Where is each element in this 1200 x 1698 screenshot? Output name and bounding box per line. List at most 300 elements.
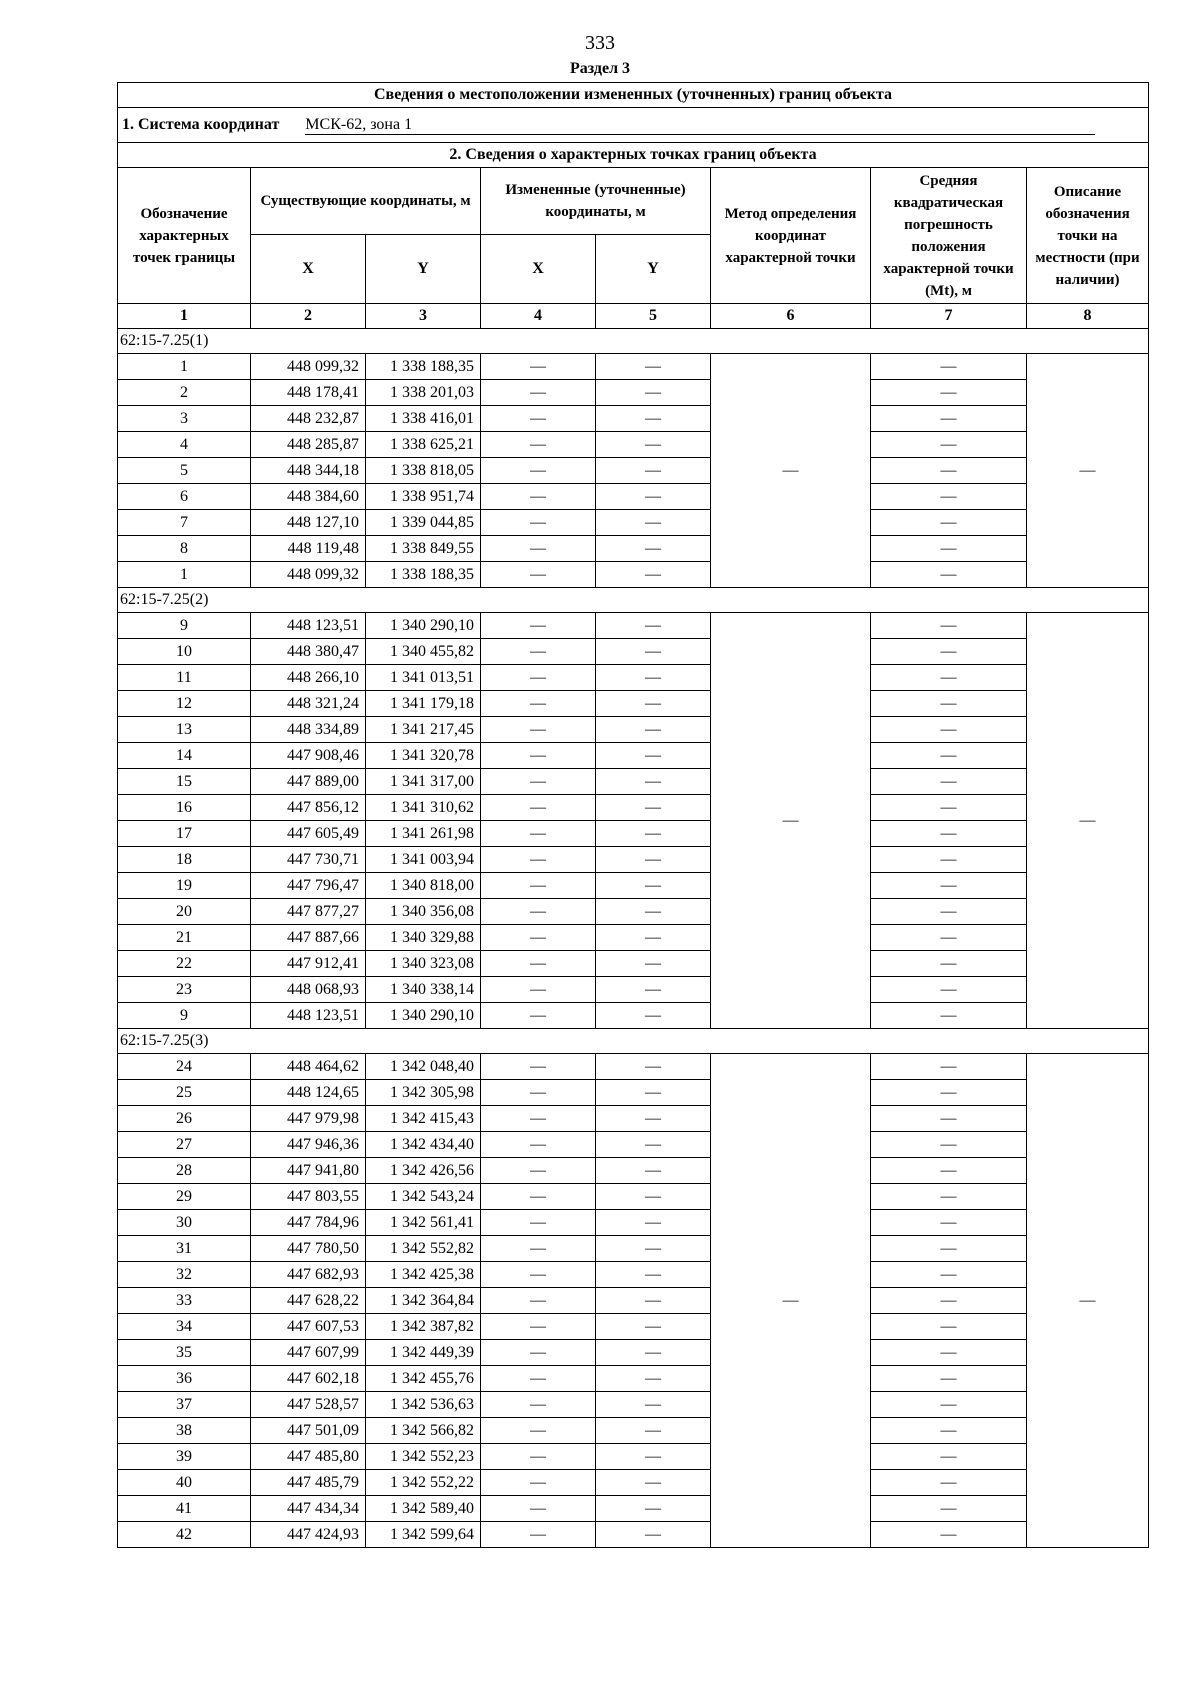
changed-y: — <box>596 1366 711 1392</box>
changed-x: — <box>481 899 596 925</box>
existing-x: 447 803,55 <box>251 1184 366 1210</box>
table-row <box>118 380 1149 406</box>
existing-y: 1 342 449,39 <box>366 1340 481 1366</box>
header-error: Средняя квадратическая погрешность положения характерной точки (Mt), м <box>871 168 1027 304</box>
changed-y: — <box>596 1418 711 1444</box>
point-number: 19 <box>118 873 251 899</box>
point-number: 10 <box>118 639 251 665</box>
changed-x: — <box>481 1340 596 1366</box>
section-title: Раздел 3 <box>569 60 631 77</box>
changed-y: — <box>596 432 711 458</box>
existing-y: 1 342 425,38 <box>366 1262 481 1288</box>
changed-x: — <box>481 1496 596 1522</box>
existing-y: 1 338 201,03 <box>366 380 481 406</box>
table-row <box>118 1288 1149 1314</box>
existing-y: 1 342 455,76 <box>366 1366 481 1392</box>
point-number: 26 <box>118 1106 251 1132</box>
existing-x: 447 682,93 <box>251 1262 366 1288</box>
existing-x: 448 266,10 <box>251 665 366 691</box>
mt-error: — <box>871 1080 1027 1106</box>
changed-x: — <box>481 1470 596 1496</box>
changed-y: — <box>596 1184 711 1210</box>
existing-y: 1 339 044,85 <box>366 510 481 536</box>
header-existing-y: Y <box>366 235 481 304</box>
mt-error: — <box>871 1366 1027 1392</box>
description-merged: — <box>1027 354 1149 588</box>
group-row <box>118 329 1149 354</box>
group-row <box>118 588 1149 613</box>
table-row <box>118 665 1149 691</box>
point-number: 22 <box>118 951 251 977</box>
points-title: 2. Сведения о характерных точках границ объекта <box>118 143 1149 168</box>
mt-error: — <box>871 847 1027 873</box>
changed-x: — <box>481 613 596 639</box>
existing-y: 1 341 261,98 <box>366 821 481 847</box>
existing-x: 447 628,22 <box>251 1288 366 1314</box>
header-changed-y: Y <box>596 235 711 304</box>
existing-y: 1 338 625,21 <box>366 432 481 458</box>
table-row <box>118 1496 1149 1522</box>
table-row <box>118 1366 1149 1392</box>
point-number: 14 <box>118 743 251 769</box>
existing-x: 448 099,32 <box>251 354 366 380</box>
changed-x: — <box>481 821 596 847</box>
changed-x: — <box>481 536 596 562</box>
mt-error: — <box>871 925 1027 951</box>
changed-x: — <box>481 1288 596 1314</box>
mt-error: — <box>871 1054 1027 1080</box>
table-row <box>118 743 1149 769</box>
existing-y: 1 342 552,82 <box>366 1236 481 1262</box>
mt-error: — <box>871 1003 1027 1029</box>
existing-x: 448 285,87 <box>251 432 366 458</box>
existing-x: 447 485,79 <box>251 1470 366 1496</box>
table-row <box>118 925 1149 951</box>
column-number-3: 3 <box>366 304 481 329</box>
group-name: 62:15-7.25(3) <box>118 1029 1149 1054</box>
changed-y: — <box>596 1003 711 1029</box>
existing-x: 447 979,98 <box>251 1106 366 1132</box>
table-row <box>118 873 1149 899</box>
table-row <box>118 1522 1149 1548</box>
changed-y: — <box>596 977 711 1003</box>
point-number: 16 <box>118 795 251 821</box>
table-row <box>118 1106 1149 1132</box>
point-number: 11 <box>118 665 251 691</box>
existing-y: 1 338 818,05 <box>366 458 481 484</box>
point-number: 18 <box>118 847 251 873</box>
mt-error: — <box>871 432 1027 458</box>
mt-error: — <box>871 562 1027 588</box>
existing-x: 447 912,41 <box>251 951 366 977</box>
existing-y: 1 341 013,51 <box>366 665 481 691</box>
existing-x: 448 123,51 <box>251 613 366 639</box>
point-number: 42 <box>118 1522 251 1548</box>
changed-y: — <box>596 925 711 951</box>
table-row <box>118 1236 1149 1262</box>
changed-x: — <box>481 1444 596 1470</box>
point-number: 24 <box>118 1054 251 1080</box>
existing-y: 1 338 416,01 <box>366 406 481 432</box>
existing-x: 448 334,89 <box>251 717 366 743</box>
changed-x: — <box>481 1132 596 1158</box>
changed-y: — <box>596 458 711 484</box>
column-number-2: 2 <box>251 304 366 329</box>
point-number: 40 <box>118 1470 251 1496</box>
coordinate-system-label: 1. Система координат <box>122 115 280 133</box>
mt-error: — <box>871 458 1027 484</box>
existing-y: 1 341 320,78 <box>366 743 481 769</box>
mt-error: — <box>871 1340 1027 1366</box>
point-number: 39 <box>118 1444 251 1470</box>
point-number: 33 <box>118 1288 251 1314</box>
table-row <box>118 1392 1149 1418</box>
existing-y: 1 342 048,40 <box>366 1054 481 1080</box>
changed-y: — <box>596 1470 711 1496</box>
header-changed-x: X <box>481 235 596 304</box>
table-row <box>118 639 1149 665</box>
mt-error: — <box>871 1418 1027 1444</box>
point-number: 32 <box>118 1262 251 1288</box>
mt-error: — <box>871 354 1027 380</box>
method-merged: — <box>711 354 871 588</box>
changed-y: — <box>596 1080 711 1106</box>
description-merged: — <box>1027 1054 1149 1548</box>
existing-x: 448 464,62 <box>251 1054 366 1080</box>
existing-x: 447 796,47 <box>251 873 366 899</box>
point-number: 29 <box>118 1184 251 1210</box>
existing-x: 447 605,49 <box>251 821 366 847</box>
table-row <box>118 1470 1149 1496</box>
existing-y: 1 342 364,84 <box>366 1288 481 1314</box>
existing-x: 448 344,18 <box>251 458 366 484</box>
existing-x: 447 941,80 <box>251 1158 366 1184</box>
mt-error: — <box>871 717 1027 743</box>
existing-y: 1 342 561,41 <box>366 1210 481 1236</box>
table-row <box>118 510 1149 536</box>
mt-error: — <box>871 1210 1027 1236</box>
existing-x: 447 602,18 <box>251 1366 366 1392</box>
existing-y: 1 342 589,40 <box>366 1496 481 1522</box>
existing-x: 448 232,87 <box>251 406 366 432</box>
table-row <box>118 1444 1149 1470</box>
point-number: 4 <box>118 432 251 458</box>
point-number: 31 <box>118 1236 251 1262</box>
mt-error: — <box>871 1132 1027 1158</box>
existing-y: 1 340 329,88 <box>366 925 481 951</box>
changed-x: — <box>481 1392 596 1418</box>
column-number-5: 5 <box>596 304 711 329</box>
point-number: 5 <box>118 458 251 484</box>
changed-y: — <box>596 847 711 873</box>
changed-x: — <box>481 639 596 665</box>
changed-x: — <box>481 977 596 1003</box>
changed-x: — <box>481 1054 596 1080</box>
mt-error: — <box>871 795 1027 821</box>
existing-x: 448 123,51 <box>251 1003 366 1029</box>
header-method: Метод определения координат характерной точки <box>711 168 871 304</box>
changed-y: — <box>596 1262 711 1288</box>
mt-error: — <box>871 380 1027 406</box>
table-row <box>118 1210 1149 1236</box>
existing-y: 1 342 543,24 <box>366 1184 481 1210</box>
existing-y: 1 338 849,55 <box>366 536 481 562</box>
existing-y: 1 341 179,18 <box>366 691 481 717</box>
table-row <box>118 691 1149 717</box>
existing-y: 1 342 434,40 <box>366 1132 481 1158</box>
mt-error: — <box>871 1158 1027 1184</box>
changed-x: — <box>481 1080 596 1106</box>
table-row <box>118 821 1149 847</box>
changed-y: — <box>596 1314 711 1340</box>
changed-y: — <box>596 380 711 406</box>
existing-x: 448 384,60 <box>251 484 366 510</box>
point-number: 36 <box>118 1366 251 1392</box>
point-number: 37 <box>118 1392 251 1418</box>
changed-x: — <box>481 432 596 458</box>
table-row <box>118 484 1149 510</box>
table-row <box>118 769 1149 795</box>
changed-x: — <box>481 510 596 536</box>
coordinate-system-row <box>118 108 1149 143</box>
existing-x: 447 730,71 <box>251 847 366 873</box>
mt-error: — <box>871 1444 1027 1470</box>
point-number: 30 <box>118 1210 251 1236</box>
mt-error: — <box>871 1496 1027 1522</box>
changed-y: — <box>596 717 711 743</box>
existing-x: 447 424,93 <box>251 1522 366 1548</box>
changed-x: — <box>481 458 596 484</box>
existing-y: 1 342 426,56 <box>366 1158 481 1184</box>
existing-y: 1 342 566,82 <box>366 1418 481 1444</box>
table-row <box>118 1262 1149 1288</box>
point-number: 7 <box>118 510 251 536</box>
existing-x: 448 124,65 <box>251 1080 366 1106</box>
changed-y: — <box>596 821 711 847</box>
mt-error: — <box>871 769 1027 795</box>
column-number-8: 8 <box>1027 304 1149 329</box>
header-existing-x: X <box>251 235 366 304</box>
existing-y: 1 338 188,35 <box>366 562 481 588</box>
group-name: 62:15-7.25(2) <box>118 588 1149 613</box>
changed-y: — <box>596 769 711 795</box>
point-number: 25 <box>118 1080 251 1106</box>
mt-error: — <box>871 665 1027 691</box>
changed-y: — <box>596 795 711 821</box>
changed-x: — <box>481 354 596 380</box>
mt-error: — <box>871 536 1027 562</box>
changed-y: — <box>596 406 711 432</box>
existing-y: 1 342 387,82 <box>366 1314 481 1340</box>
changed-y: — <box>596 899 711 925</box>
column-number-7: 7 <box>871 304 1027 329</box>
point-number: 21 <box>118 925 251 951</box>
mt-error: — <box>871 951 1027 977</box>
column-number-6: 6 <box>711 304 871 329</box>
changed-y: — <box>596 639 711 665</box>
table-row <box>118 432 1149 458</box>
changed-y: — <box>596 562 711 588</box>
existing-x: 447 434,34 <box>251 1496 366 1522</box>
point-number: 38 <box>118 1418 251 1444</box>
table-row <box>118 1080 1149 1106</box>
column-number-1: 1 <box>118 304 251 329</box>
changed-y: — <box>596 743 711 769</box>
point-number: 34 <box>118 1314 251 1340</box>
existing-x: 448 099,32 <box>251 562 366 588</box>
existing-x: 448 068,93 <box>251 977 366 1003</box>
table-row <box>118 562 1149 588</box>
changed-y: — <box>596 1158 711 1184</box>
mt-error: — <box>871 977 1027 1003</box>
point-number: 8 <box>118 536 251 562</box>
existing-y: 1 338 188,35 <box>366 354 481 380</box>
mt-error: — <box>871 899 1027 925</box>
mt-error: — <box>871 1314 1027 1340</box>
existing-y: 1 342 305,98 <box>366 1080 481 1106</box>
table-row <box>118 1158 1149 1184</box>
existing-x: 447 887,66 <box>251 925 366 951</box>
changed-x: — <box>481 380 596 406</box>
changed-x: — <box>481 1522 596 1548</box>
point-number: 28 <box>118 1158 251 1184</box>
existing-y: 1 342 536,63 <box>366 1392 481 1418</box>
existing-x: 447 780,50 <box>251 1236 366 1262</box>
changed-y: — <box>596 1522 711 1548</box>
point-number: 6 <box>118 484 251 510</box>
point-number: 3 <box>118 406 251 432</box>
coordinate-system-value: МСК-62, зона 1 <box>305 116 1095 135</box>
header-designation: Обозначение характерных точек границы <box>118 168 251 304</box>
changed-y: — <box>596 1054 711 1080</box>
mt-error: — <box>871 1392 1027 1418</box>
header-description: Описание обозначения точки на местности (при наличии) <box>1027 168 1149 304</box>
changed-x: — <box>481 1106 596 1132</box>
point-number: 27 <box>118 1132 251 1158</box>
changed-x: — <box>481 484 596 510</box>
point-number: 41 <box>118 1496 251 1522</box>
changed-x: — <box>481 1418 596 1444</box>
changed-x: — <box>481 873 596 899</box>
existing-y: 1 340 323,08 <box>366 951 481 977</box>
mt-error: — <box>871 510 1027 536</box>
table-row <box>118 951 1149 977</box>
existing-y: 1 340 290,10 <box>366 1003 481 1029</box>
changed-x: — <box>481 795 596 821</box>
existing-y: 1 340 356,08 <box>366 899 481 925</box>
mt-error: — <box>871 406 1027 432</box>
existing-x: 447 485,80 <box>251 1444 366 1470</box>
mt-error: — <box>871 1470 1027 1496</box>
changed-y: — <box>596 1210 711 1236</box>
table-row <box>118 717 1149 743</box>
changed-y: — <box>596 1444 711 1470</box>
changed-y: — <box>596 484 711 510</box>
changed-y: — <box>596 665 711 691</box>
existing-y: 1 342 415,43 <box>366 1106 481 1132</box>
existing-x: 447 501,09 <box>251 1418 366 1444</box>
changed-y: — <box>596 1392 711 1418</box>
existing-y: 1 342 552,22 <box>366 1470 481 1496</box>
changed-x: — <box>481 743 596 769</box>
changed-x: — <box>481 1314 596 1340</box>
table-row <box>118 1132 1149 1158</box>
table-row <box>118 1003 1149 1029</box>
table-row <box>118 1314 1149 1340</box>
group-name: 62:15-7.25(1) <box>118 329 1149 354</box>
changed-x: — <box>481 847 596 873</box>
mt-error: — <box>871 1106 1027 1132</box>
existing-y: 1 341 317,00 <box>366 769 481 795</box>
changed-y: — <box>596 1132 711 1158</box>
changed-x: — <box>481 1003 596 1029</box>
existing-x: 447 946,36 <box>251 1132 366 1158</box>
existing-y: 1 342 599,64 <box>366 1522 481 1548</box>
existing-x: 447 528,57 <box>251 1392 366 1418</box>
method-merged: — <box>711 613 871 1029</box>
table-row <box>118 847 1149 873</box>
existing-y: 1 341 310,62 <box>366 795 481 821</box>
changed-x: — <box>481 1158 596 1184</box>
changed-x: — <box>481 951 596 977</box>
changed-y: — <box>596 613 711 639</box>
column-number-4: 4 <box>481 304 596 329</box>
boundary-points-table <box>117 82 1149 1548</box>
changed-y: — <box>596 1106 711 1132</box>
existing-x: 447 784,96 <box>251 1210 366 1236</box>
point-number: 1 <box>118 354 251 380</box>
changed-y: — <box>596 1496 711 1522</box>
existing-x: 447 889,00 <box>251 769 366 795</box>
changed-y: — <box>596 354 711 380</box>
changed-x: — <box>481 406 596 432</box>
changed-x: — <box>481 769 596 795</box>
mt-error: — <box>871 1184 1027 1210</box>
table-title: Сведения о местоположении измененных (уточненных) границ объекта <box>118 83 1149 108</box>
point-number: 17 <box>118 821 251 847</box>
existing-x: 447 607,53 <box>251 1314 366 1340</box>
existing-x: 448 119,48 <box>251 536 366 562</box>
existing-y: 1 340 338,14 <box>366 977 481 1003</box>
header-changed-coords: Измененные (уточненные) координаты, м <box>481 168 711 235</box>
table-row <box>118 1340 1149 1366</box>
changed-x: — <box>481 925 596 951</box>
mt-error: — <box>871 613 1027 639</box>
changed-x: — <box>481 1366 596 1392</box>
header-existing-coords: Существующие координаты, м <box>251 168 481 235</box>
point-number: 15 <box>118 769 251 795</box>
existing-y: 1 340 455,82 <box>366 639 481 665</box>
mt-error: — <box>871 1236 1027 1262</box>
existing-x: 447 908,46 <box>251 743 366 769</box>
existing-x: 448 321,24 <box>251 691 366 717</box>
existing-y: 1 341 003,94 <box>366 847 481 873</box>
description-merged: — <box>1027 613 1149 1029</box>
changed-x: — <box>481 1262 596 1288</box>
table-row <box>118 613 1149 639</box>
changed-y: — <box>596 951 711 977</box>
changed-x: — <box>481 1210 596 1236</box>
point-number: 12 <box>118 691 251 717</box>
existing-x: 447 877,27 <box>251 899 366 925</box>
changed-x: — <box>481 1184 596 1210</box>
existing-y: 1 340 818,00 <box>366 873 481 899</box>
existing-x: 447 856,12 <box>251 795 366 821</box>
existing-x: 448 127,10 <box>251 510 366 536</box>
point-number: 35 <box>118 1340 251 1366</box>
changed-y: — <box>596 1288 711 1314</box>
table-row <box>118 354 1149 380</box>
